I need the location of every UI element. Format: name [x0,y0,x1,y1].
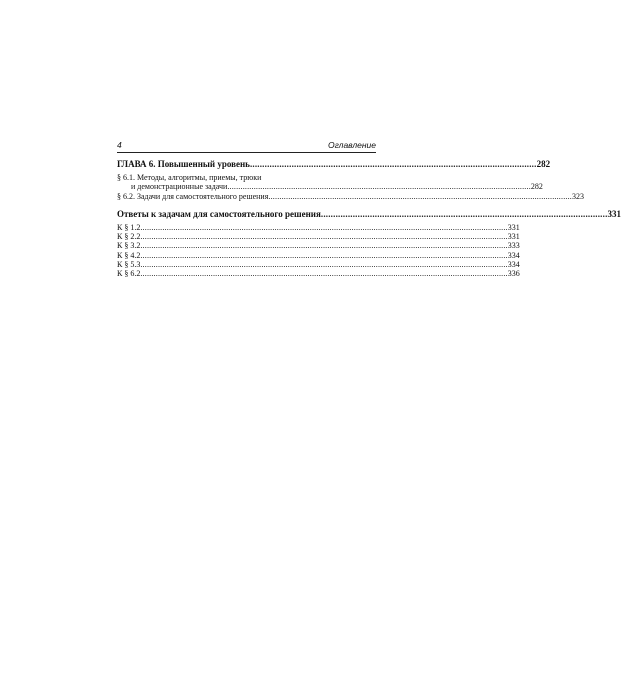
dot-leader: ....................................................................................................................................................................... [140,232,508,242]
toc-chapter-6 [117,158,551,170]
toc-entry-label: К § 2.2 [117,232,141,242]
toc-answer-item [117,241,520,251]
dot-leader: ....................................................................................................................................................................... [140,222,508,232]
dot-leader: ..................................................................................................................... [249,159,537,169]
toc-answer-item [117,269,520,279]
toc-answers [117,208,621,220]
toc-section-6-1-line2 [117,182,543,192]
toc-entry-label: Ответы к задачам для самостоятельного решения [117,208,321,219]
toc-entry-page: 323 [572,191,584,201]
toc-answer-item [117,232,520,242]
toc-entry-label: К § 4.2 [117,250,141,260]
dot-leader: ....................................................................................................................................................................... [140,241,508,251]
toc-entry-page: 334 [507,260,520,270]
toc-entry-label: К § 3.2 [117,241,141,251]
toc-entry-label: § 6.2. Задачи для самостоятельного решения [117,191,269,201]
toc-entry-page: 336 [507,269,520,279]
toc-entry-label: К § 1.2 [117,222,141,232]
toc-answer-item [117,222,520,232]
toc-entry-page: 333 [507,241,520,251]
toc-entry-label: К § 6.2 [117,269,141,279]
dot-leader: ..................................................................................................................... [320,208,608,219]
dot-leader: ....................................................................................................................................................................... [140,260,508,270]
toc-entry-page: 331 [507,232,520,242]
toc-entry-label: и демонстрационные задачи [131,182,228,192]
dot-leader: .......................................................................................................................................... [227,182,531,192]
toc-entry-page: 331 [507,222,520,232]
toc-section-6-2 [117,191,584,201]
toc-answer-item [117,260,520,270]
toc-entry-label: К § 5.3 [117,260,141,270]
toc-entry-page: 282 [536,159,551,169]
header-rule [117,152,376,153]
toc-entry-page: 331 [607,208,621,219]
page-number: 4 [117,140,122,150]
running-title: Оглавление [327,140,376,150]
table-of-contents [117,158,621,279]
dot-leader: ....................................................................................................................................................................... [140,250,508,260]
toc-entry-label: ГЛАВА 6. Повышенный уровень [117,159,250,169]
toc-answer-item [117,250,520,260]
dot-leader: ....................................................................................................................................................................... [140,269,508,279]
toc-section-6-1-line1: § 6.1. Методы, алгоритмы, приемы, трюки [117,173,262,182]
dot-leader: .......................................................................................................................................... [268,191,572,201]
toc-entry-page: 334 [507,250,520,260]
toc-entry-page: 282 [530,182,543,192]
